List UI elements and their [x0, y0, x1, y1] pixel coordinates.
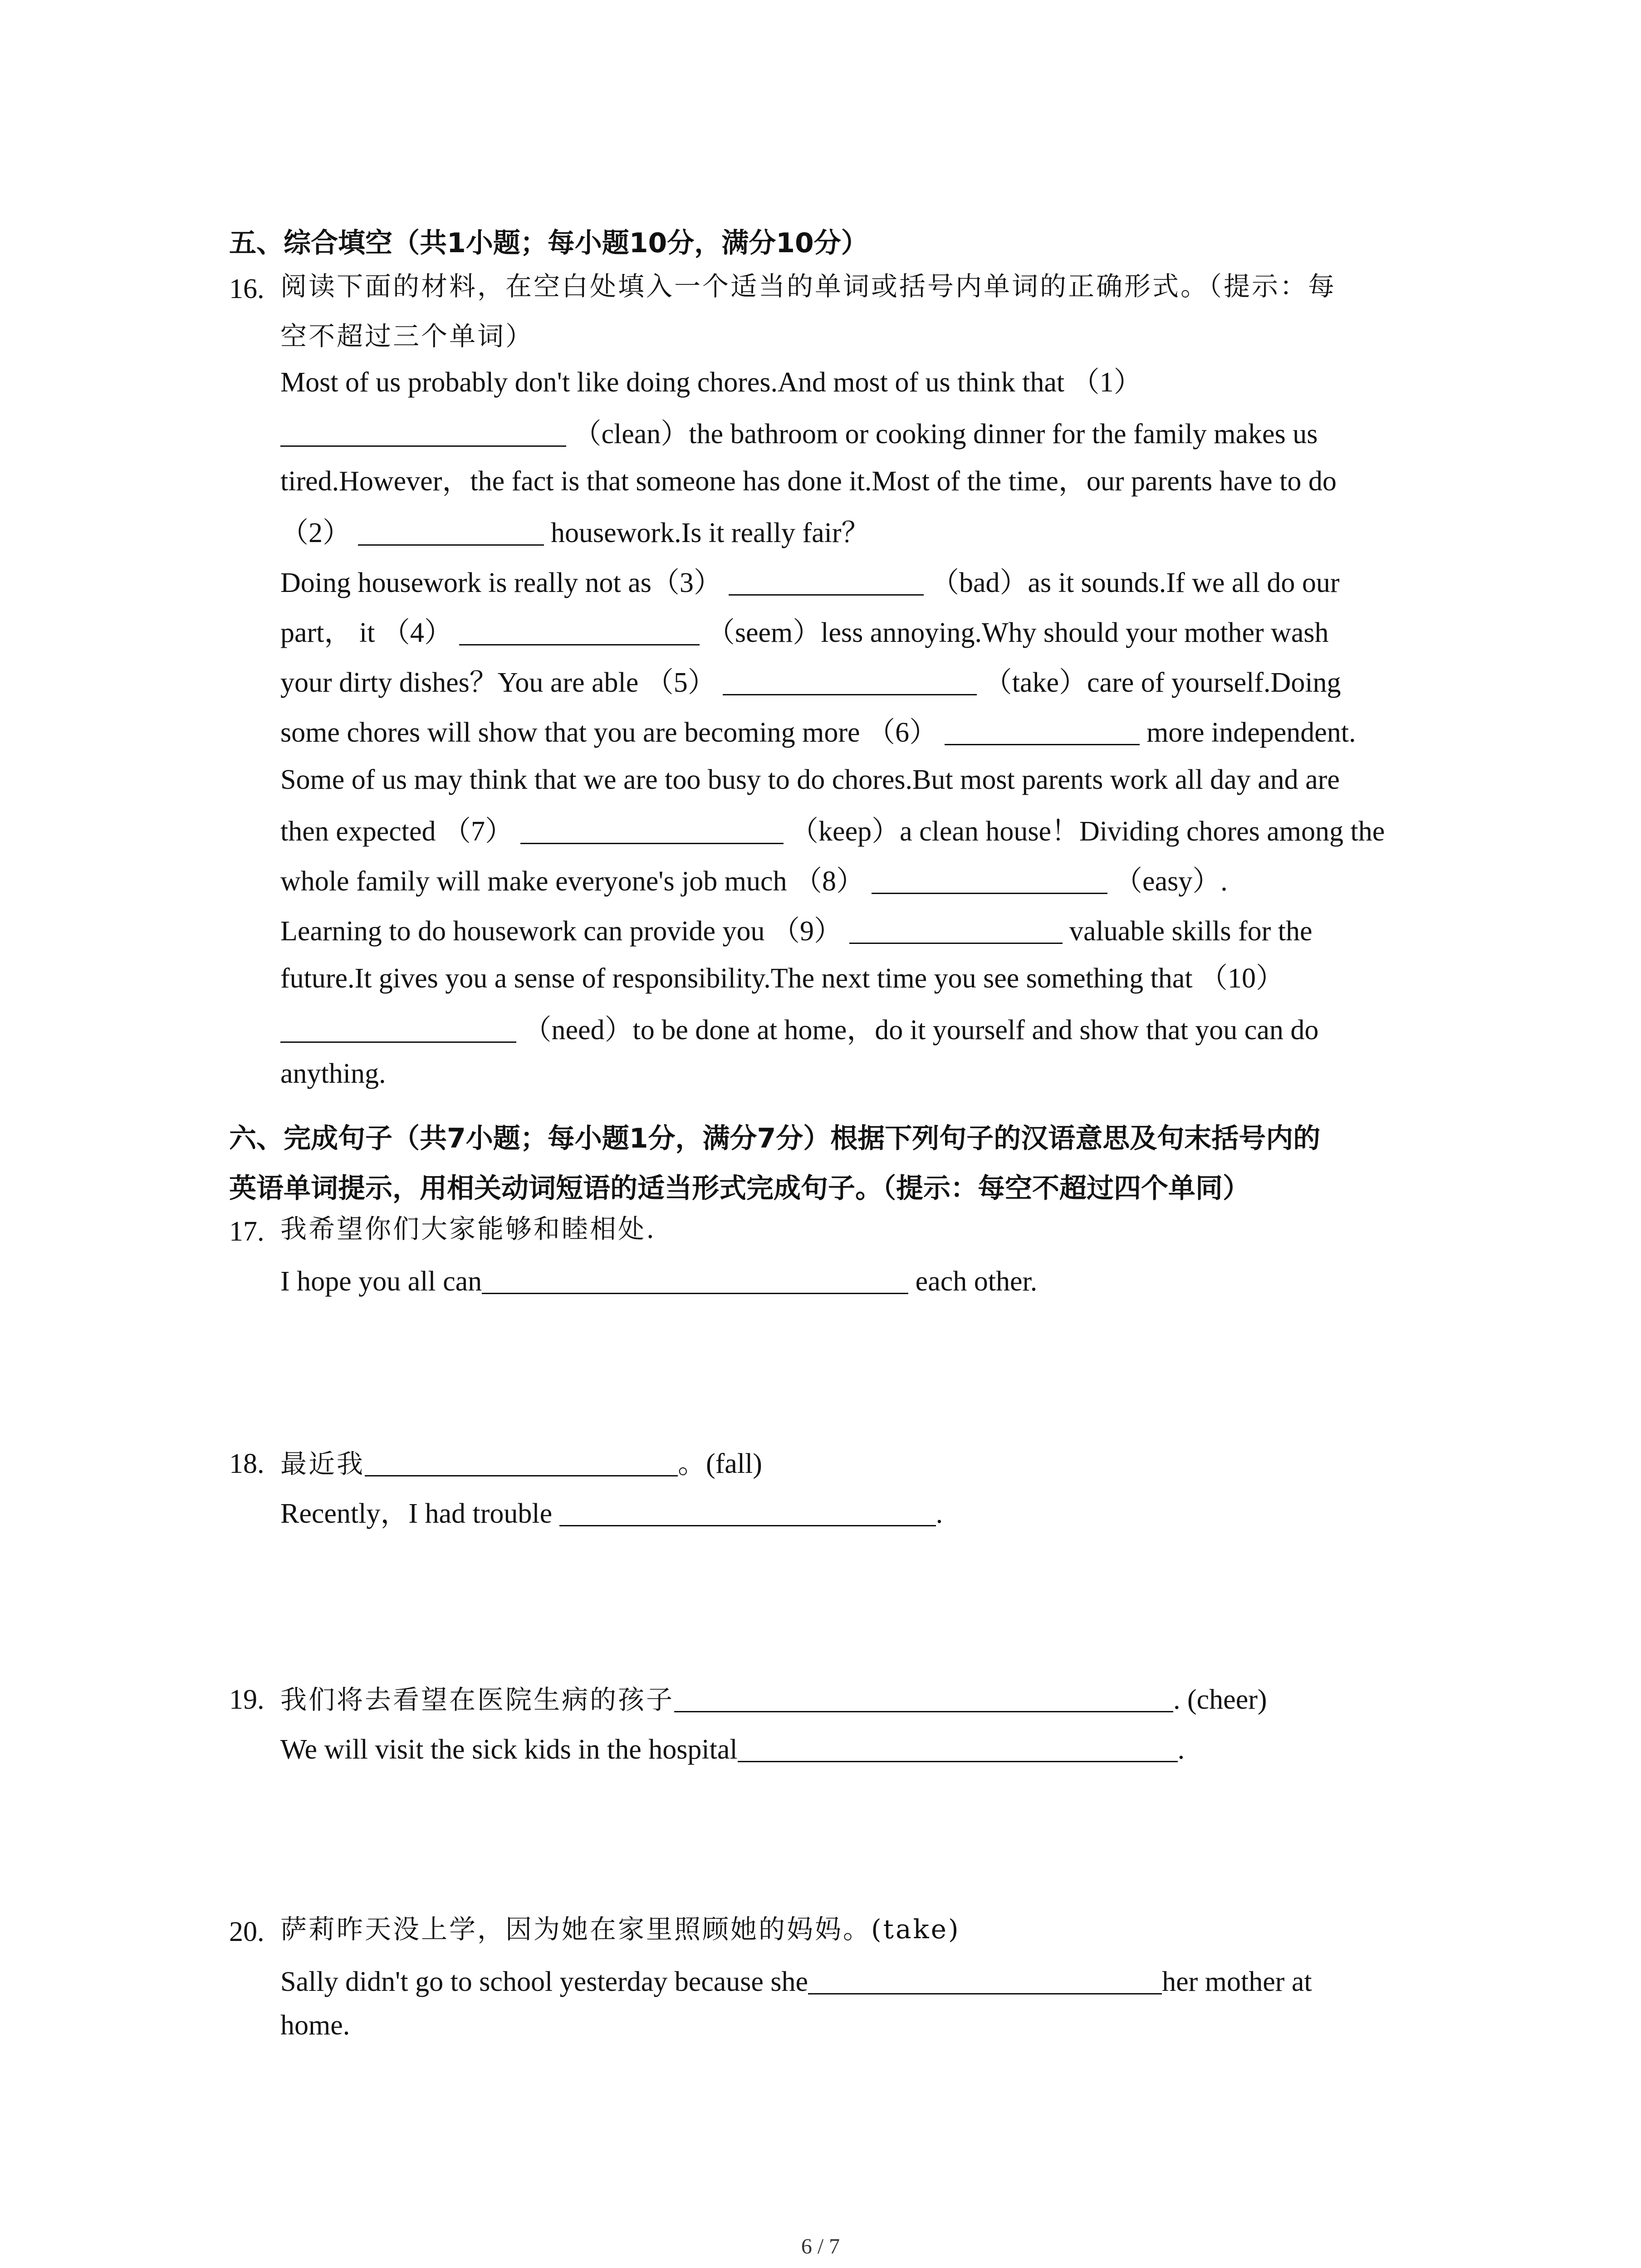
q19-text: .	[1177, 1734, 1185, 1765]
q16-passage-line-2	[280, 418, 1318, 448]
blank-3[interactable]	[729, 567, 924, 596]
q16-text: whole family will make everyone's job much （8）	[280, 866, 865, 897]
blank-8[interactable]	[872, 865, 1107, 894]
q16-text: （easy）.	[1114, 866, 1228, 897]
q20-blank[interactable]	[808, 1966, 1162, 1994]
q19-number: 19.	[229, 1684, 265, 1715]
blank-6[interactable]	[945, 717, 1140, 745]
blank-1[interactable]	[280, 418, 566, 447]
q17-english	[280, 1266, 1037, 1295]
q16-text: then expected （7）	[280, 816, 514, 847]
q18-blank-en[interactable]	[559, 1498, 936, 1526]
q16-text: part， it （4）	[280, 617, 452, 648]
q18-text: Recently，I had trouble	[280, 1498, 553, 1529]
q19-english	[280, 1734, 1185, 1764]
section-6-heading-line-2: 英语单词提示，用相关动词短语的适当形式完成句子。（提示：每空不超过四个单同）	[229, 1173, 1250, 1204]
q16-text: Doing housework is really not as（3）	[280, 567, 722, 598]
q16-passage-line-4	[280, 517, 869, 547]
q17-text: I hope you all can	[280, 1266, 482, 1297]
q16-text: more independent.	[1146, 717, 1356, 748]
q18-text: 。(fall)	[678, 1448, 762, 1479]
q16-text: （keep）a clean house！Dividing chores among the	[790, 816, 1385, 847]
blank-7[interactable]	[520, 816, 784, 844]
q19-text: 我们将去看望在医院生病的孩子	[280, 1684, 675, 1715]
q18-text: .	[936, 1498, 943, 1529]
q20-chinese: 萨莉昨天没上学，因为她在家里照顾她的妈妈。(take)	[280, 1914, 960, 1945]
q16-instruction-line-1: 阅读下面的材料，在空白处填入一个适当的单词或括号内单词的正确形式。（提示：每	[280, 271, 1337, 302]
q16-passage-line-5	[280, 567, 1340, 597]
q16-passage-line-3: tired.However，the fact is that someone has done it.Most of the time，our parents have to do	[280, 466, 1337, 497]
blank-4[interactable]	[459, 617, 700, 645]
page-number: 6 / 7	[801, 2234, 840, 2258]
q17-text: each other.	[915, 1266, 1038, 1297]
q16-text: your dirty dishes？You are able （5）	[280, 667, 716, 698]
q18-blank-cn[interactable]	[365, 1448, 678, 1476]
q16-passage-line-14	[280, 1014, 1318, 1044]
q18-english	[280, 1498, 943, 1528]
q16-passage-line-11	[280, 865, 1228, 895]
blank-10[interactable]	[280, 1014, 516, 1043]
q20-text: her mother at	[1162, 1966, 1312, 1997]
section-6-heading-line-1: 六、完成句子（共7小题；每小题1分，满分7分）根据下列句子的汉语意思及句末括号内的	[229, 1123, 1321, 1154]
q16-text: （need）to be done at home，do it yourself and show that you can do	[523, 1015, 1319, 1046]
q19-chinese	[280, 1684, 1267, 1714]
q19-text: We will visit the sick kids in the hospital	[280, 1734, 738, 1765]
q16-text: some chores will show that you are becoming more （6）	[280, 717, 938, 748]
q16-text: Learning to do housework can provide you （9）	[280, 916, 843, 947]
q16-text: （2）	[280, 518, 351, 548]
section-5-heading: 五、综合填空（共1小题；每小题10分，满分10分）	[229, 227, 868, 259]
q19-blank-cn[interactable]	[674, 1684, 1173, 1712]
q17-number: 17.	[229, 1216, 265, 1247]
q16-text: valuable skills for the	[1069, 916, 1313, 947]
q16-passage-line-6	[280, 617, 1329, 647]
q16-text: （bad）as it sounds.If we all do our	[931, 567, 1340, 598]
q20-text: Sally didn't go to school yesterday because she	[280, 1966, 808, 1997]
q18-chinese	[280, 1448, 762, 1478]
q16-passage-line-15: anything.	[280, 1058, 386, 1089]
q17-chinese: 我希望你们大家能够和睦相处.	[280, 1213, 656, 1244]
blank-9[interactable]	[849, 915, 1063, 944]
q19-blank-en[interactable]	[738, 1734, 1178, 1762]
q16-text: （clean）the bathroom or cooking dinner for the family makes us	[573, 419, 1318, 450]
q19-text: . (cheer)	[1173, 1684, 1267, 1715]
q16-passage-line-7	[280, 667, 1341, 697]
q16-number: 16.	[229, 274, 265, 304]
q16-passage-line-1: Most of us probably don't like doing chores.And most of us think that （1）	[280, 367, 1142, 398]
q20-english	[280, 1966, 1312, 1996]
q18-text: 最近我	[280, 1448, 365, 1479]
q16-text: housework.Is it really fair？	[551, 518, 870, 548]
q16-passage-line-8	[280, 717, 1356, 747]
q17-blank[interactable]	[482, 1266, 908, 1294]
q16-text: （take）care of yourself.Doing	[984, 667, 1341, 698]
q16-instruction-line-2: 空不超过三个单词）	[280, 321, 534, 352]
q16-passage-line-10	[280, 816, 1385, 846]
blank-2[interactable]	[358, 517, 544, 546]
q16-text: （seem）less annoying.Why should your mother wash	[706, 617, 1329, 648]
q20-number: 20.	[229, 1916, 265, 1947]
q16-passage-line-13: future.It gives you a sense of responsibility.The next time you see something that （10）	[280, 963, 1284, 994]
blank-5[interactable]	[723, 667, 977, 695]
q20-english-line-2: home.	[280, 2010, 350, 2041]
q18-number: 18.	[229, 1448, 265, 1479]
q16-passage-line-9: Some of us may think that we are too busy to do chores.But most parents work all day and are	[280, 764, 1340, 795]
q16-passage-line-12	[280, 915, 1313, 945]
